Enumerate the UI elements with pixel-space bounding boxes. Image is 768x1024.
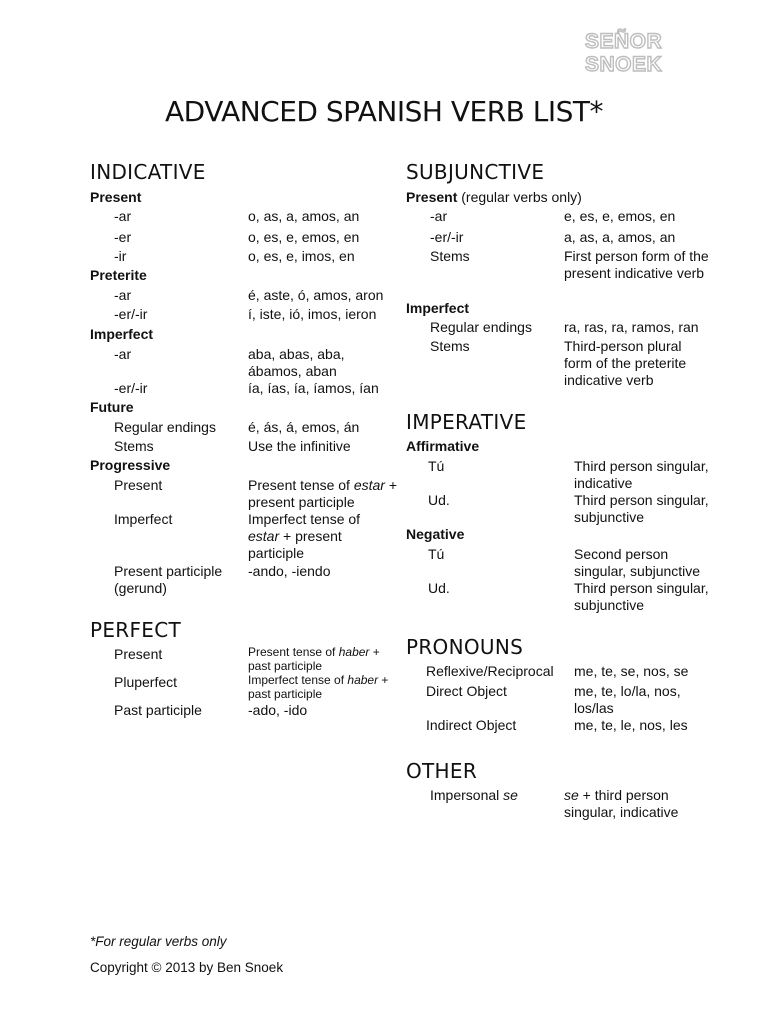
pron-reflexive-label: Reflexive/Reciprocal <box>426 663 554 679</box>
imp-aff-ud-label: Ud. <box>428 492 450 508</box>
ind-prog-participle-label: Present participle (gerund) <box>114 563 223 596</box>
perfect-participle-value: -ado, -ido <box>248 702 308 718</box>
page-title: ADVANCED SPANISH VERB LIST* <box>165 95 603 128</box>
ind-preterite-erir-value: í, iste, ió, imos, ieron <box>248 306 377 322</box>
imperative-heading: IMPERATIVE <box>406 410 527 434</box>
subj-present-stems-value: First person form of the present indicative verb <box>564 248 709 281</box>
pron-indirect-label: Indirect Object <box>426 717 517 733</box>
ind-future-stems-label: Stems <box>114 438 154 454</box>
ind-present-label: Present <box>90 189 142 205</box>
perfect-pluperfect-value: Imperfect tense of haber + past participle <box>248 673 389 701</box>
pron-direct-value: me, te, lo/la, nos, los/las <box>574 683 681 716</box>
ind-present-ir-label: -ir <box>114 248 127 264</box>
ind-preterite-erir-label: -er/-ir <box>114 306 148 322</box>
copyright: Copyright © 2013 by Ben Snoek <box>90 960 284 975</box>
ind-future-regular-value: é, ás, á, emos, án <box>248 419 360 435</box>
ind-future-label: Future <box>90 399 134 415</box>
ind-present-ar-label: -ar <box>114 208 132 224</box>
footnote: *For regular verbs only <box>90 934 227 949</box>
pron-reflexive-value: me, te, se, nos, se <box>574 663 689 679</box>
perfect-present-label: Present <box>114 646 163 662</box>
ind-present-ar-value: o, as, a, amos, an <box>248 208 360 224</box>
ind-preterite-ar-label: -ar <box>114 287 132 303</box>
subj-present-label: Present (regular verbs only) <box>406 189 582 205</box>
subj-imperfect-stems-value: Third-person plural form of the preterite indicative verb <box>564 338 687 388</box>
subj-present-ar-label: -ar <box>430 208 448 224</box>
perfect-participle-label: Past participle <box>114 702 202 718</box>
ind-imperfect-ar-value: aba, abas, aba, ábamos, aban <box>248 346 345 379</box>
subj-present-erir-value: a, as, a, amos, an <box>564 229 676 245</box>
imp-neg-ud-value: Third person singular, subjunctive <box>574 580 709 613</box>
logo-line1: SEÑOR <box>585 30 663 53</box>
pron-direct-label: Direct Object <box>426 683 507 699</box>
imp-aff-tu-label: Tú <box>428 458 445 474</box>
perfect-pluperfect-label: Pluperfect <box>114 674 178 690</box>
ind-preterite-label: Preterite <box>90 267 147 283</box>
subj-imperfect-stems-label: Stems <box>430 338 470 354</box>
subj-present-erir-label: -er/-ir <box>430 229 464 245</box>
ind-imperfect-ar-label: -ar <box>114 346 132 362</box>
ind-preterite-ar-value: é, aste, ó, amos, aron <box>248 287 384 303</box>
ind-prog-present-value: Present tense of estar + present participle <box>248 477 398 510</box>
ind-future-stems-value: Use the infinitive <box>248 438 351 454</box>
ind-imperfect-erir-value: ía, ías, ía, íamos, ían <box>248 380 379 396</box>
other-impersonal-value: se + third person singular, indicative <box>564 787 679 820</box>
senor-snoek-logo <box>584 28 688 74</box>
ind-imperfect-label: Imperfect <box>90 326 154 342</box>
imp-neg-tu-label: Tú <box>428 546 445 562</box>
imp-neg-ud-label: Ud. <box>428 580 450 596</box>
ind-progressive-label: Progressive <box>90 457 171 473</box>
pron-indirect-value: me, te, le, nos, les <box>574 717 688 733</box>
indicative-heading: INDICATIVE <box>90 160 206 184</box>
imp-aff-ud-value: Third person singular, subjunctive <box>574 492 709 525</box>
subj-present-stems-label: Stems <box>430 248 470 264</box>
ind-prog-imperfect-label: Imperfect <box>114 511 173 527</box>
ind-prog-participle-value: -ando, -iendo <box>248 563 331 579</box>
subj-present-ar-value: e, es, e, emos, en <box>564 208 676 224</box>
logo-line2: SNOEK <box>585 53 663 74</box>
perfect-heading: PERFECT <box>90 618 182 642</box>
ind-imperfect-erir-label: -er/-ir <box>114 380 148 396</box>
perfect-present-value: Present tense of haber + past participle <box>248 645 380 673</box>
pronouns-heading: PRONOUNS <box>406 635 524 659</box>
subj-imperfect-label: Imperfect <box>406 300 470 316</box>
other-impersonal-label: Impersonal se <box>430 787 518 803</box>
ind-present-er-value: o, es, e, emos, en <box>248 229 360 245</box>
imp-neg-tu-value: Second person singular, subjunctive <box>574 546 701 579</box>
imp-affirmative-label: Affirmative <box>406 438 480 454</box>
ind-present-ir-value: o, es, e, imos, en <box>248 248 355 264</box>
subjunctive-heading: SUBJUNCTIVE <box>406 160 545 184</box>
ind-prog-present-label: Present <box>114 477 163 493</box>
subj-imperfect-regular-label: Regular endings <box>430 319 532 335</box>
subj-imperfect-regular-value: ra, ras, ra, ramos, ran <box>564 319 699 335</box>
ind-prog-imperfect-value: Imperfect tense of estar + present participle <box>248 511 361 561</box>
imp-negative-label: Negative <box>406 526 465 542</box>
ind-present-er-label: -er <box>114 229 132 245</box>
imp-aff-tu-value: Third person singular, indicative <box>574 458 709 491</box>
other-heading: OTHER <box>406 759 478 783</box>
ind-future-regular-label: Regular endings <box>114 419 216 435</box>
